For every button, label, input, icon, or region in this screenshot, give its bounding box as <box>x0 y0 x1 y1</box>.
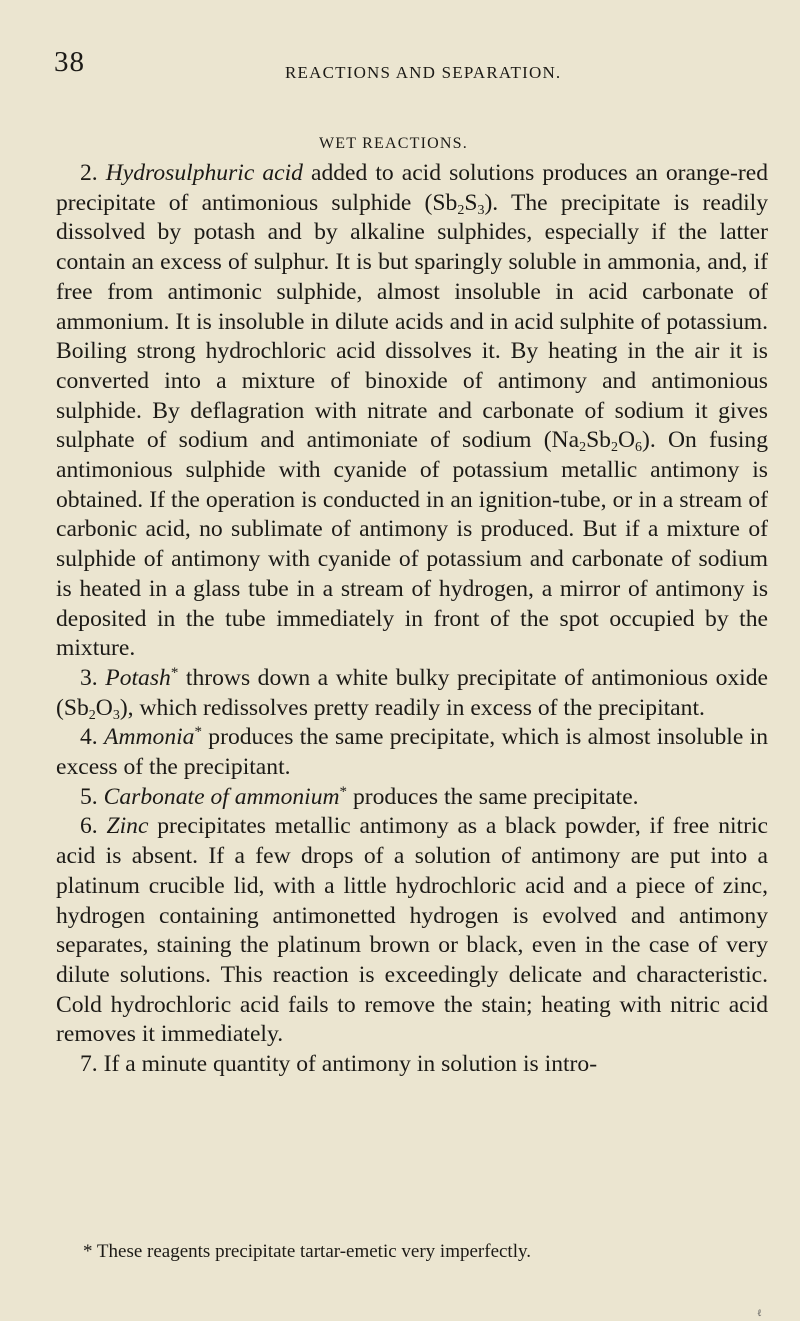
footnote-marker: * <box>170 664 179 681</box>
paragraph-3: 3. Potash* throws down a white bulky precipitate of antimonious oxide $(Sb_2O_3)$, which redissolves pretty readily in excess of the precipitant. <box>56 664 768 723</box>
paragraph-5: 5. Carbonate of ammonium* produces the same precipitate. <box>80 783 639 810</box>
paragraph-2: 2. Hydrosulphuric acid added to acid solutions produces an orange-red precipitate of antimonious sulphide $(Sb_2S_3)$. The precipitate is readily dissolved by potash and by alkaline sulphides, especially if the latter contain an excess of sulphur. It is but sparingly soluble in ammonia, and, if free from antimonic sulphide, almost insoluble in acid carbonate of ammonium. It is insoluble in dilute acids and in acid sulphite of potassium. Boiling strong hydrochloric acid dissolves it. By heating in the air it is converted into a mixture of binoxide of antimony and antimonious sulphide. By deflagration with nitrate and carbonate of sodium it gives sulphate of sodium and antimoniate of sodium $(Na_2Sb_2O_6)$. On fusing antimonious sulphide with cyanide of potassium metallic antimony is obtained. If the operation is conducted in an ignition-tube, or in a stream of carbonic acid, no sublimate of antimony is produced. But if a mixture of sulphide of antimony with cyanide of potassium and carbonate of sodium is heated in a glass tube in a stream of hydrogen, a mirror of antimony is deposited in the tube immediately in front of the spot occupied by the mixture. <box>56 160 768 662</box>
paragraph-4: 4. Ammonia* produces the same precipitate, which is almost insoluble in excess of the precipitant. <box>56 724 768 781</box>
paragraph-7: 7. If a minute quantity of antimony in solution is intro- <box>80 1051 598 1078</box>
paragraph-number: 7. <box>80 1051 98 1078</box>
paragraph-number: 4. <box>80 724 98 751</box>
stray-mark: ℓ <box>757 1308 762 1319</box>
body-text <box>56 159 768 1080</box>
paragraph-6: 6. Zinc precipitates metallic antimony as a black powder, if free nitric acid is absent. If a few drops of a solution of antimony are put into a platinum crucible lid, with a little hydrochloric acid and a piece of zinc, hydrogen containing antimonetted hydrogen is evolved and antimony separates, staining the platinum brown or black, even in the case of very dilute solutions. This reaction is exceedingly delicate and characteristic. Cold hydrochloric acid fails to remove the stain; heating with nitric acid removes it immediately. <box>56 813 768 1048</box>
reagent-name: Carbonate of ammonium <box>103 783 340 810</box>
paragraph-number: 2. <box>80 160 98 186</box>
paragraph-number: 6. <box>80 813 98 840</box>
paragraph-number: 3. <box>80 664 98 691</box>
reagent-name: Ammonia <box>104 724 195 751</box>
reagent-name: Potash <box>105 664 171 691</box>
footnote-marker: * <box>339 783 348 800</box>
paragraph-number: 5. <box>80 783 98 810</box>
page-number: 38 <box>54 46 85 78</box>
reagent-name: Hydrosulphuric acid <box>105 160 303 186</box>
footnote: * These reagents precipitate tartar-emetic very imperfectly. <box>83 1241 532 1262</box>
section-heading: WET REACTIONS. <box>319 135 468 152</box>
footnote-marker: * <box>194 724 202 741</box>
running-head: REACTIONS AND SEPARATION. <box>285 63 562 82</box>
reagent-name: Zinc <box>106 813 149 840</box>
